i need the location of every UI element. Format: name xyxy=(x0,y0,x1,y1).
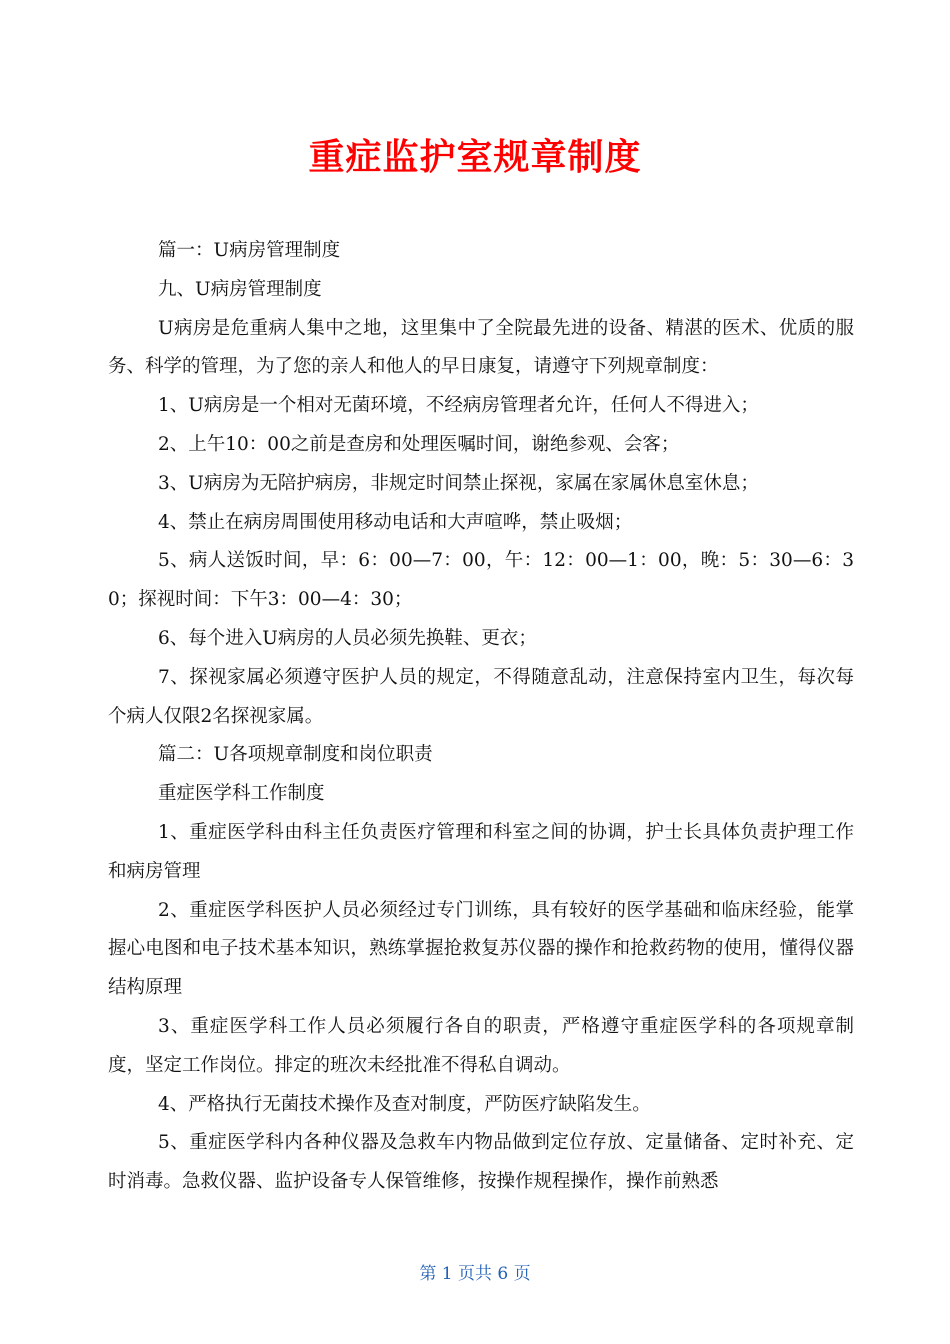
page-footer: 第 1 页共 6 页 xyxy=(419,1264,531,1284)
regulation-item-5: 5、重症医学科内各种仪器及急救车内物品做到定位存放、定量储备、定时补充、定时消毒。急救仪器、监护设备专人保管维修，按操作规程操作，操作前熟悉 xyxy=(108,1132,854,1193)
section-heading-2: 篇二：U各项规章制度和岗位职责 xyxy=(158,744,433,766)
rule-item-3: 3、U病房为无陪护病房，非规定时间禁止探视，家属在家属休息室休息； xyxy=(158,472,759,494)
regulation-item-4: 4、严格执行无菌技术操作及查对制度，严防医疗缺陷发生。 xyxy=(158,1093,651,1115)
document-title: 重症监护室规章制度 xyxy=(308,137,642,179)
regulation-item-1: 1、重症医学科由科主任负责医疗管理和科室之间的协调，护士长具体负责护理工作和病房管理 xyxy=(108,821,854,882)
rule-item-5: 5、病人送饭时间，早：6：00—7：00，午：12：00—1：00，晚：5：30—6：30；探视时间：下午3：00—4：30； xyxy=(108,550,854,611)
section-heading-1: 篇一：U病房管理制度 xyxy=(158,240,341,261)
rule-item-6: 6、每个进入U病房的人员必须先换鞋、更衣； xyxy=(158,627,537,649)
subsection-heading: 九、U病房管理制度 xyxy=(158,278,322,300)
regulation-item-2: 2、重症医学科医护人员必须经过专门训练，具有较好的医学基础和临床经验，能掌握心电图和电子技术基本知识，熟练掌握抢救复苏仪器的操作和抢救药物的使用，懂得仪器结构原理 xyxy=(108,899,854,999)
rule-item-2: 2、上午10：00之前是查房和处理医嘱时间，谢绝参观、会客； xyxy=(158,433,680,455)
intro-paragraph: U病房是危重病人集中之地，这里集中了全院最先进的设备、精湛的医术、优质的服务、科学的管理，为了您的亲人和他人的早日康复，请遵守下列规章制度： xyxy=(108,317,854,378)
document-body xyxy=(108,232,854,1202)
subsection-heading-2: 重症医学科工作制度 xyxy=(158,783,325,805)
rule-item-7: 7、探视家属必须遵守医护人员的规定，不得随意乱动，注意保持室内卫生，每次每个病人仅限2名探视家属。 xyxy=(108,666,854,727)
rule-item-4: 4、禁止在病房周围使用移动电话和大声喧哗，禁止吸烟； xyxy=(158,511,633,533)
regulation-item-3: 3、重症医学科工作人员必须履行各自的职责，严格遵守重症医学科的各项规章制度，坚定工作岗位。排定的班次未经批准不得私自调动。 xyxy=(108,1015,854,1076)
rule-item-1: 1、U病房是一个相对无菌环境，不经病房管理者允许，任何人不得进入； xyxy=(158,395,759,417)
